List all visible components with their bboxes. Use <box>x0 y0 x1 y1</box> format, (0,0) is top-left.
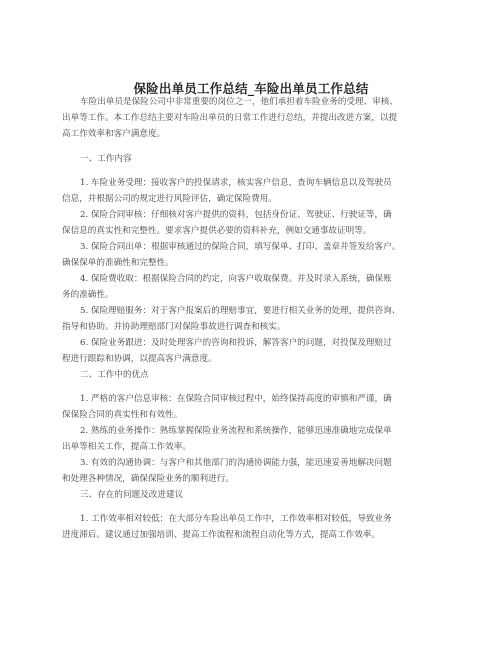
list-item <box>62 271 446 303</box>
text-line: 和处理各种情况，确保保险业务的顺利进行。 <box>62 474 234 484</box>
text-line: 务的准确性。 <box>62 290 114 300</box>
text-line: 6. 保险业务跟进：及时处理客户的咨询和投诉，解答客户的问题，对投保及理赔过 <box>80 338 392 348</box>
text-line: 进度滞后。建议通过加强培训、提高工作流程和流程自动化等方式，提高工作效率。 <box>62 530 380 540</box>
list-item <box>62 239 446 271</box>
text-line: 5. 保险理赔服务：对于客户报案后的理赔事宜，要进行相关业务的处理，提供咨询、 <box>80 306 401 316</box>
text-line: 高工作效率和客户满意度。 <box>62 129 166 139</box>
list-item <box>62 391 446 423</box>
text-line: 车险出单员是保险公司中非常重要的岗位之一，他们承担着车险业务的受理、审核、 <box>80 97 398 107</box>
section-heading-issues: 三、存在的问题及改进建议 <box>80 490 184 500</box>
text-line: 保保险合同的真实性和有效性。 <box>62 410 183 420</box>
text-line: 2. 熟练的业务操作：熟练掌握保险业务流程和系统操作，能够迅速准确地完成保单 <box>80 426 392 436</box>
list-item <box>62 207 446 239</box>
text-line: 出单等工作。本工作总结主要对车险出单员的日常工作进行总结，并提出改进方案，以提 <box>62 113 398 123</box>
section-heading-strengths: 二、工作中的优点 <box>80 370 149 380</box>
text-line: 3. 保险合同出单：根据审核通过的保险合同，填写保单、打印、盖章并签发给客户。 <box>80 242 401 252</box>
text-line: 3. 有效的沟通协调：与客户和其他部门的沟通协调能力强，能迅速妥善地解决问题 <box>80 458 392 468</box>
list-item <box>62 455 446 487</box>
text-line: 1. 严格的客户信息审核：在保险合同审核过程中，始终保持高度的审慎和严谨，确 <box>80 394 392 404</box>
text-line: 信息，并根据公司的规定进行风险评估，确定保险费用。 <box>62 194 277 204</box>
section-heading-work-content: 一、工作内容 <box>80 154 132 164</box>
intro-paragraph <box>62 94 446 142</box>
text-line: 1. 工作效率相对较低：在大部分车险出单员工作中，工作效率相对较低，导致业务 <box>80 514 392 524</box>
text-line: 指导和协助。并协助理赔部门对保险事故进行调查和核实。 <box>62 322 286 332</box>
text-line: 程进行跟踪和协调，以提高客户满意度。 <box>62 354 217 364</box>
list-item <box>62 335 446 367</box>
text-line: 4. 保险费收取：根据保险合同的约定，向客户收取保费。并及时录入系统，确保账 <box>80 274 392 284</box>
text-line: 保信息的真实性和完整性。要求客户提供必要的资料补充，例如交通事故证明等。 <box>62 226 372 236</box>
document-title: 保险出单员工作总结_车险出单员工作总结 <box>133 81 369 96</box>
list-item <box>62 423 446 455</box>
list-item <box>62 511 446 543</box>
text-line: 1. 车险业务受理：接收客户的投保请求，核实客户信息，查询车辆信息以及驾驶员 <box>80 178 392 188</box>
list-item <box>62 303 446 335</box>
text-line: 确保保单的准确性和完整性。 <box>62 258 174 268</box>
text-line: 2. 保险合同审核：仔细核对客户提供的资料，包括身份证、驾驶证、行驶证等，确 <box>80 210 392 220</box>
text-line: 出单等相关工作，提高工作效率。 <box>62 442 191 452</box>
list-item <box>62 175 446 207</box>
